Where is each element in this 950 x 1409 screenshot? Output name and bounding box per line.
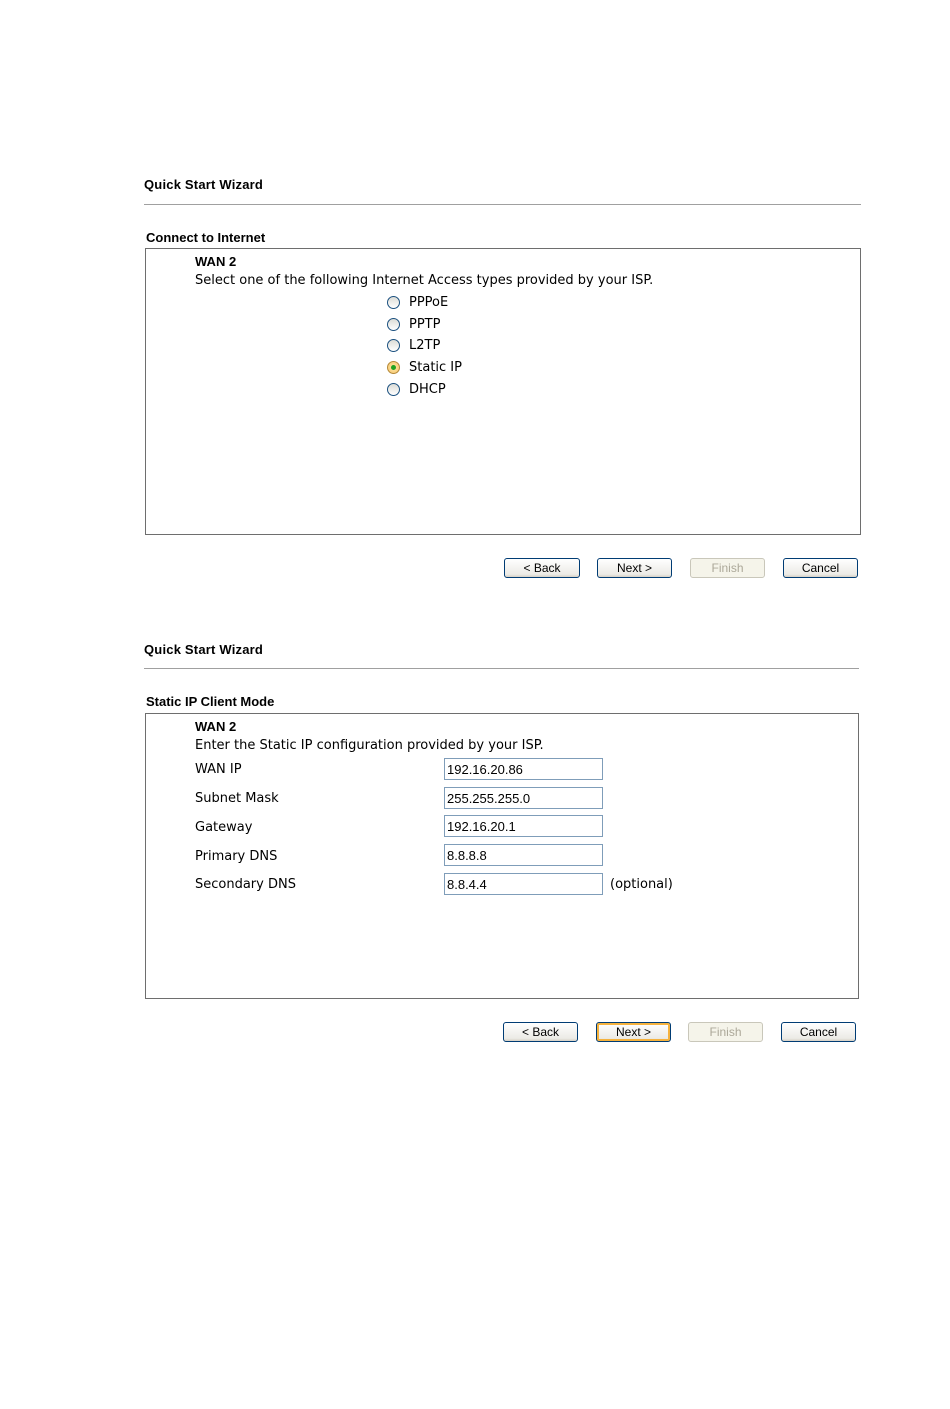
radio-option-static-ip[interactable] (387, 357, 462, 377)
subnet-mask-label: Subnet Mask (195, 791, 279, 806)
primary-dns-label: Primary DNS (195, 849, 278, 864)
radio-label: DHCP (409, 381, 446, 397)
finish-button: Finish (690, 558, 765, 578)
section-title-static-ip: Static IP Client Mode (146, 694, 275, 709)
next-button[interactable]: Next > (597, 558, 672, 578)
gateway-field[interactable] (444, 815, 603, 837)
radio-label: Static IP (409, 359, 462, 375)
radio-option-pppoe[interactable] (387, 292, 448, 312)
radio-option-l2tp[interactable] (387, 335, 440, 355)
static-ip-description: Enter the Static IP configuration provided by your ISP. (195, 738, 544, 753)
divider-2 (144, 668, 859, 669)
section-title-connect: Connect to Internet (146, 230, 266, 245)
subnet-mask-field[interactable] (444, 787, 603, 809)
secondary-dns-field[interactable] (444, 873, 603, 895)
gateway-label: Gateway (195, 820, 253, 835)
wizard-title-2: Quick Start Wizard (144, 642, 264, 657)
access-type-description: Select one of the following Internet Access types provided by your ISP. (195, 273, 654, 288)
radio-label: PPPoE (409, 294, 449, 310)
radio-button[interactable] (387, 318, 400, 331)
back-button[interactable]: < Back (504, 558, 580, 578)
radio-button-selected[interactable] (387, 361, 400, 374)
primary-dns-field[interactable] (444, 844, 603, 866)
secondary-dns-label: Secondary DNS (195, 877, 296, 892)
optional-note: (optional) (610, 877, 673, 892)
finish-button: Finish (688, 1022, 763, 1042)
radio-button[interactable] (387, 339, 400, 352)
wan-ip-label: WAN IP (195, 762, 242, 777)
static-ip-panel (145, 713, 859, 999)
divider-1 (144, 204, 861, 205)
back-button[interactable]: < Back (503, 1022, 578, 1042)
radio-label: PPTP (409, 316, 441, 332)
radio-label: L2TP (409, 337, 441, 353)
cancel-button[interactable]: Cancel (781, 1022, 856, 1042)
radio-selected-dot (391, 365, 396, 370)
connect-panel (145, 248, 861, 535)
wizard-title-1: Quick Start Wizard (144, 177, 264, 192)
next-button[interactable]: Next > (596, 1022, 671, 1042)
wan-label: WAN 2 (195, 254, 237, 269)
radio-button[interactable] (387, 296, 400, 309)
cancel-button[interactable]: Cancel (783, 558, 858, 578)
radio-option-dhcp[interactable] (387, 379, 446, 399)
radio-option-pptp[interactable] (387, 314, 440, 334)
wan-ip-field[interactable] (444, 758, 603, 780)
radio-button[interactable] (387, 383, 400, 396)
wan-label: WAN 2 (195, 719, 237, 734)
